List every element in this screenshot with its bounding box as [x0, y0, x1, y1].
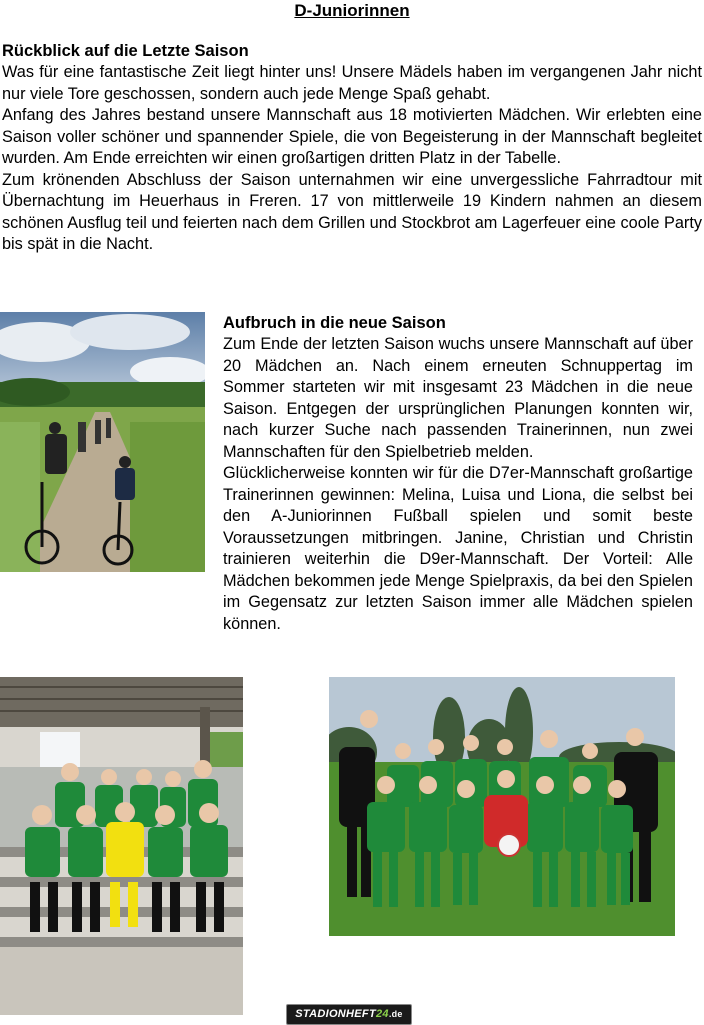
paragraph: Was für eine fantastische Zeit liegt hinter uns! Unsere Mädels haben im vergangenen Jahr nicht nur viele Tore geschossen, sondern auch jede Menge Spaß gehabt.	[2, 63, 702, 103]
team-pitch-photo	[329, 677, 675, 936]
paragraph: Zum Ende der letzten Saison wuchs unsere Mannschaft auf über 20 Mädchen an. Nach einem erneuten Schnuppertag im Sommer starteten wir mit insgesamt 23 Mädchen in die neue Saison. Entgegen der ursprünglichen Planungen konnten wir, nach kurzer Suche nach passenden Trainerinnen, nun zwei Mannschaften für den Spielbetrieb melden.	[223, 335, 693, 461]
team-stand-photo	[0, 677, 243, 1015]
section-heading: Aufbruch in die neue Saison	[223, 314, 446, 332]
paragraph: Anfang des Jahres bestand unsere Mannschaft aus 18 motivierten Mädchen. Wir erlebten eine Saison voller schöner und spannender Spiele, die von Begeisterung in der Mannschaft begleitet wurden. Am Ende erreichten wir einen großartigen dritten Platz in der Tabelle.	[2, 106, 702, 167]
logo-accent: 24	[375, 1008, 389, 1020]
paragraph: Glücklicherweise konnten wir für die D7er-Mannschaft großartige Trainerinnen gewinnen: Melina, Luisa und Liona, die selbst bei den A-Juniorinnen Fußball spielen und somit beste Voraussetzungen mitbringen. Janine, Christian und Christin trainieren weiterhin die D9er-Mannschaft. Der Vorteil: Alle Mädchen bekommen jede Menge Spielpraxis, da bei den Spielen im Gegensatz zur letzten Saison immer alle Mädchen spielen können.	[223, 464, 693, 633]
section-review	[2, 40, 702, 256]
page-title: D-Juniorinnen	[294, 1, 410, 20]
section-heading: Rückblick auf die Letzte Saison	[2, 42, 249, 60]
bike-tour-photo	[0, 312, 205, 572]
paragraph: Zum krönenden Abschluss der Saison unternahmen wir eine unvergessliche Fahrradtour mit Übernachtung im Heuerhaus in Freren. 17 von mittlerweile 19 Kindern nahmen an diesem schönen Ausflug teil und feierten nach dem Grillen und Stockbrot am Lagerfeuer eine coole Party bis spät in die Nacht.	[2, 170, 702, 253]
logo-main: STADIONHEFT	[295, 1008, 376, 1020]
logo-suffix: .de	[388, 1009, 403, 1019]
stadionheft-logo[interactable]	[286, 1004, 412, 1025]
section-new-season	[223, 312, 693, 635]
